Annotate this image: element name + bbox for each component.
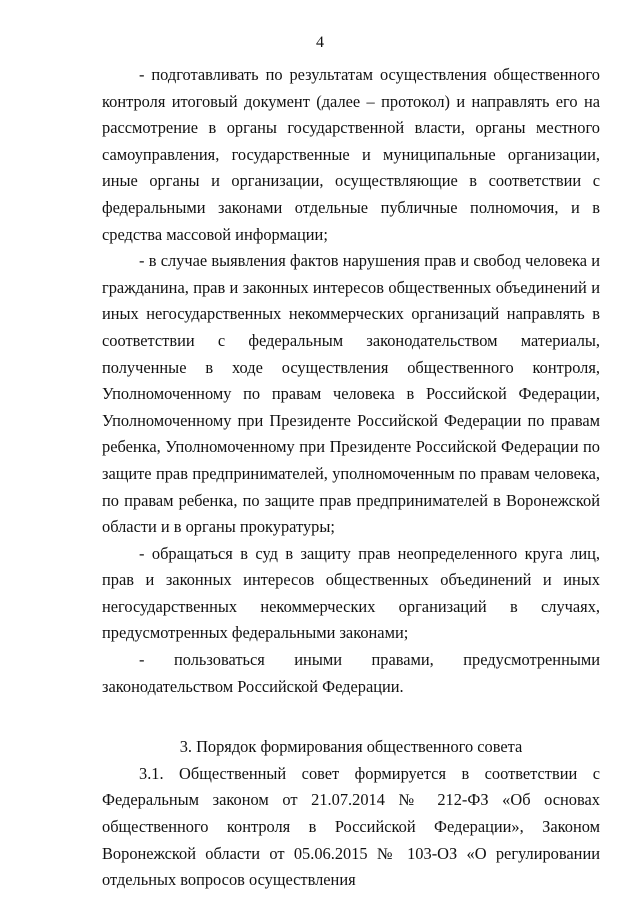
paragraph-violations-materials: - в случае выявления фактов нарушения прав и свобод человека и гражданина, прав и законных интересов общественных объединений и иных негосударственных некоммерческих организаций направлять в соответствии с федеральным законодательством материалы, полученные в ходе осуществления общественного контроля, Уполномоченному по правам человека в Российской Федерации, Уполномоченному при Президенте Российской Федерации по правам ребенка, Уполномоченному при Президенте Российской Федерации по защите прав предпринимателей, уполномоченным по правам человека, по правам ребенка, по защите прав предпринимателей в Воронежской области и в органы прокуратуры;: [102, 251, 600, 537]
paragraph-section-3-1: 3.1. Общественный совет формируется в соответствии с Федеральным законом от 21.07.2014 № 212-ФЗ «Об основах общественного контроля в Российской Федерации», Законом Воронежской области от 05.06.2015 № 103-ОЗ «О регулировании отдельных вопросов осуществления: [102, 763, 600, 890]
paragraph-other-rights: - пользоваться иными правами, предусмотренными законодательством Российской Федерации.: [102, 650, 600, 696]
section-heading: 3. Порядок формирования общественного совета: [179, 737, 523, 757]
paragraph-court-appeal: - обращаться в суд в защиту прав неопределенного круга лиц, прав и законных интересов общественных объединений и иных негосударственных некоммерческих организаций в случаях, предусмотренных федеральными законами;: [102, 543, 600, 643]
document-body: [102, 62, 600, 894]
paragraph-prepare-protocol: - подготавливать по результатам осуществления общественного контроля итоговый документ (далее – протокол) и направлять его на рассмотрение в органы государственной власти, органы местного самоуправления, государственные и муниципальные организации, иные органы и организации, осуществляющие в соответствии с федеральными законами отдельные публичные полномочия, и в средства массовой информации;: [102, 65, 600, 244]
page-number: 4: [316, 34, 324, 51]
